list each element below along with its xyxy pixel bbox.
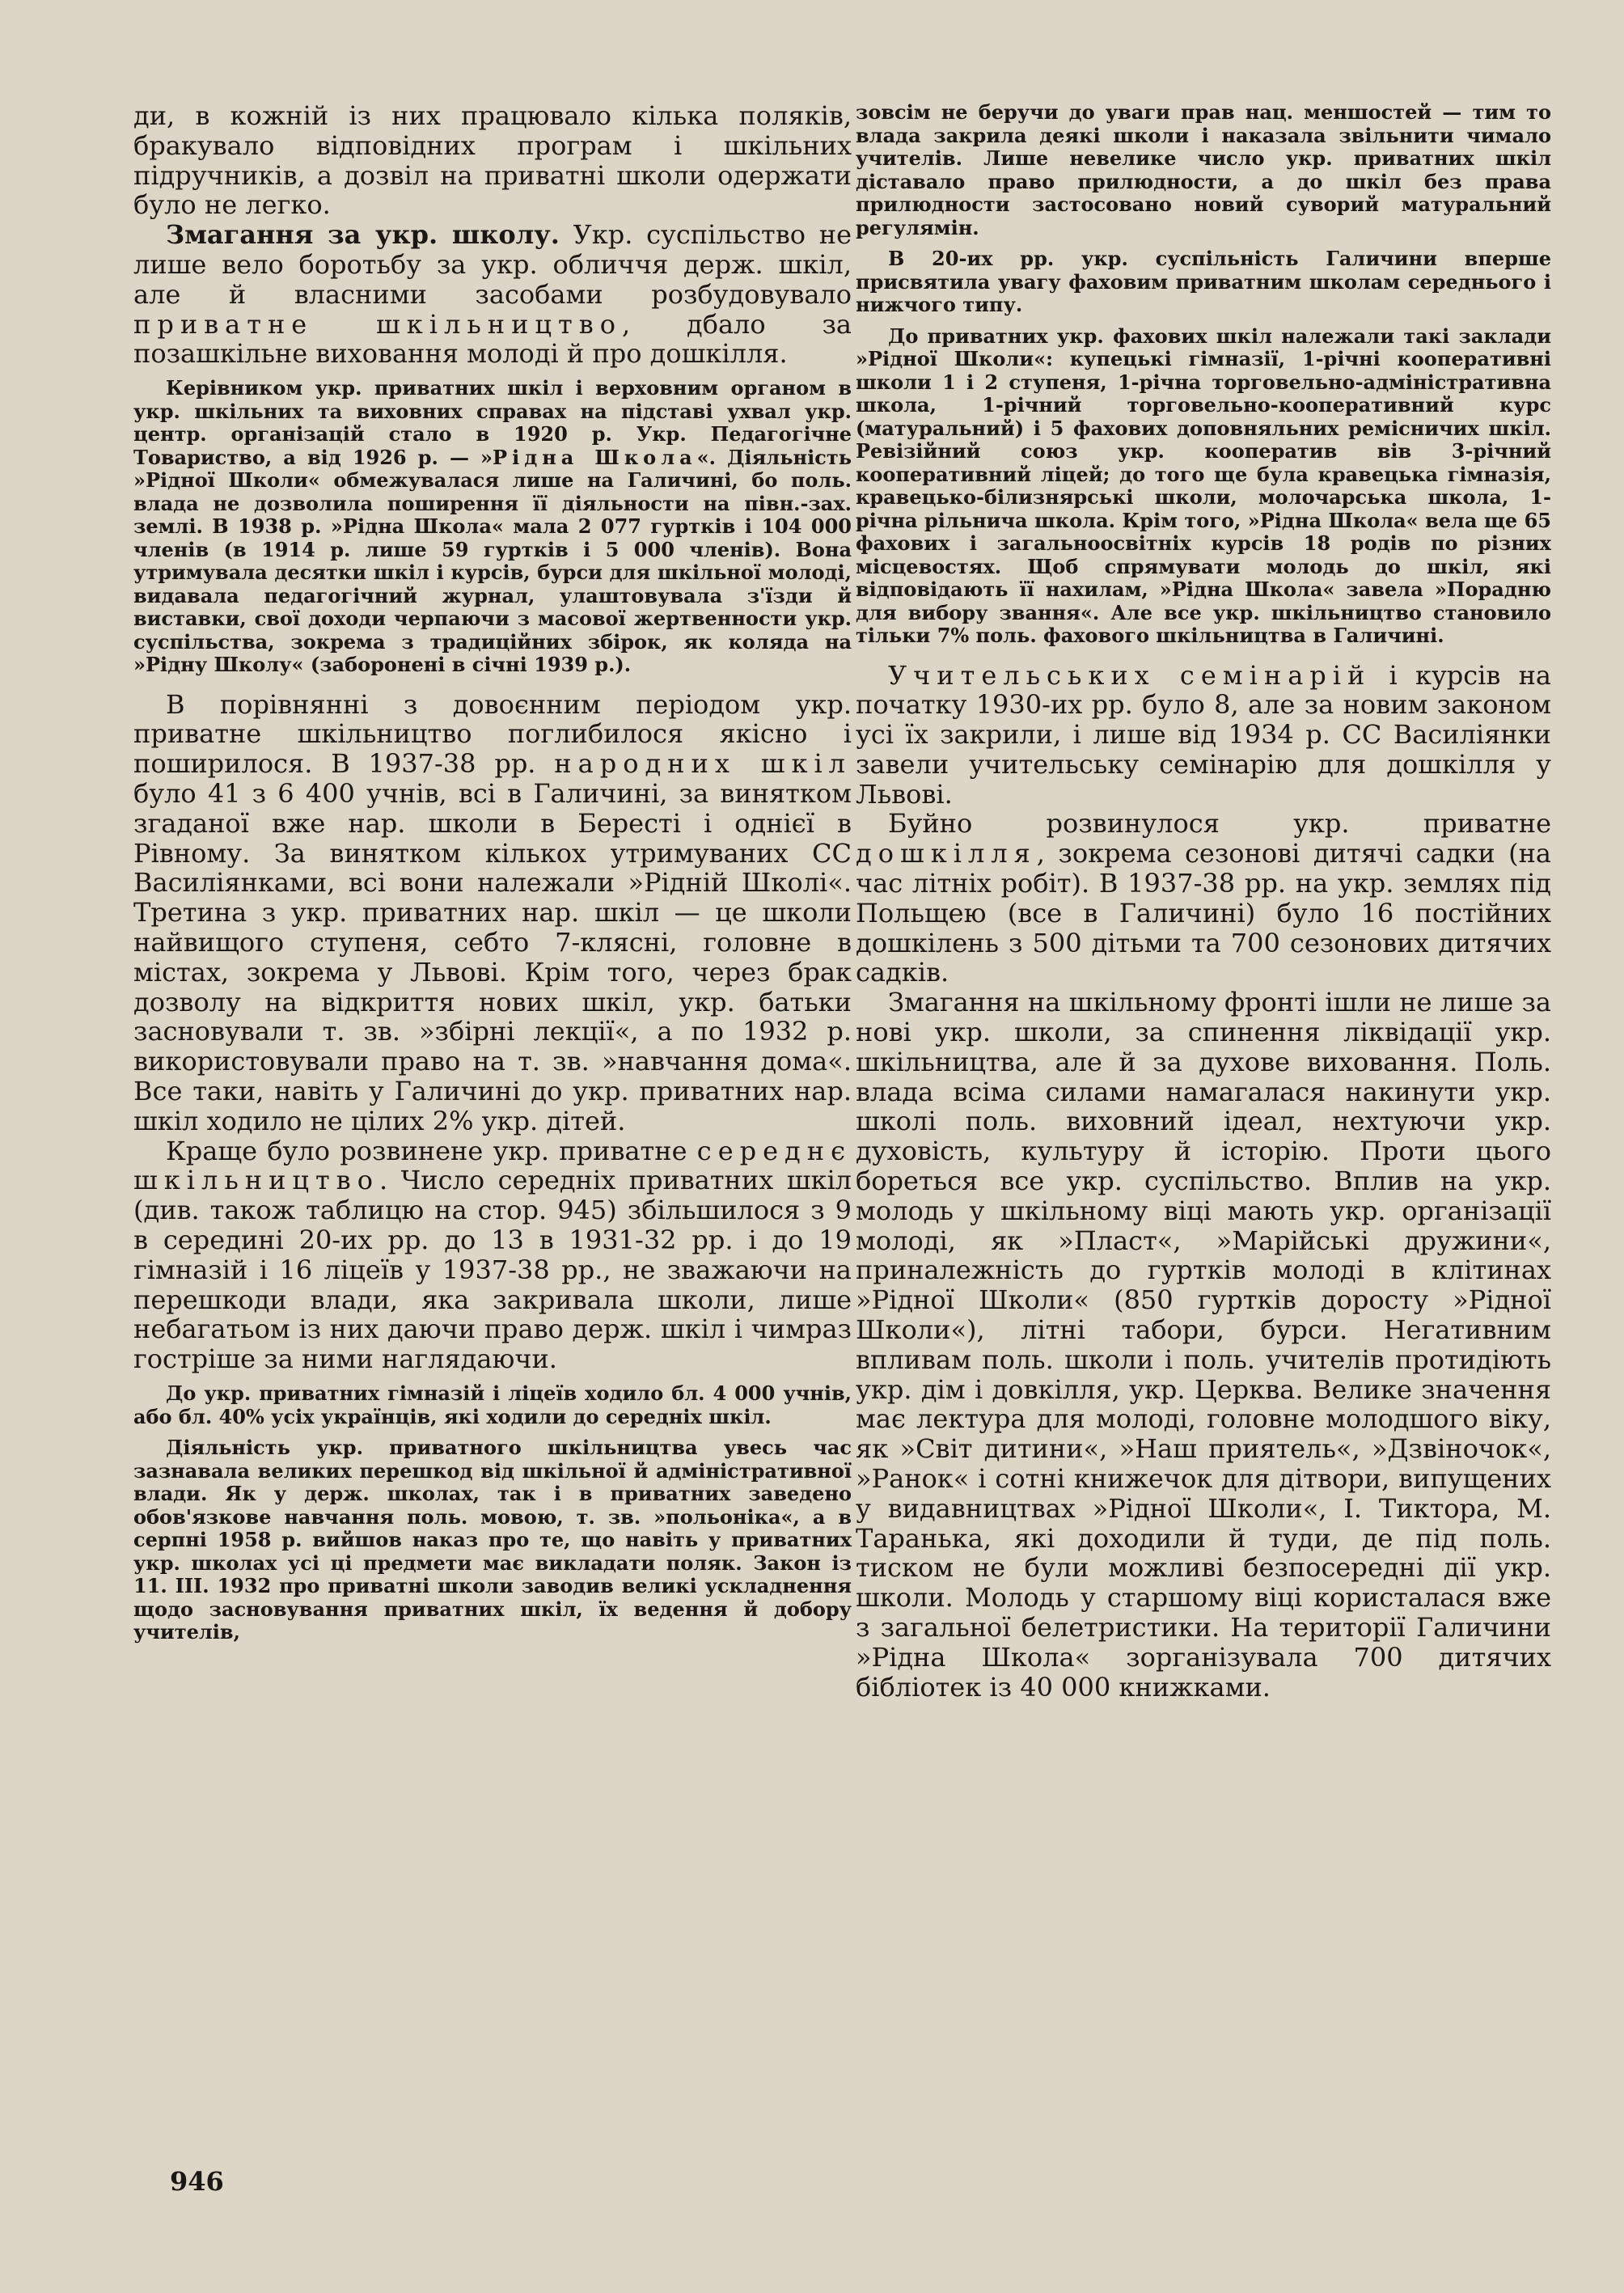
paragraph: До приватних укр. фахових шкіл належали такі заклади »Рідної Школи«: купецькі гімназії, 1-річні кооперативні школи 1 і 2 ступеня, 1-річна торговельно-адміністративна школа, 1-річний торговельно-кооперативний курс (матуральний) і 5 фахових доповняльних ремісничих шкіл. Ревізійний союз укр. кооператив вів 3-річний кооперативний ліцей; до того ще була кравецька гімназія, кравецько-білизнярські школи, молочарська школа, 1-річна рільнича школа. Крім того, »Рідна Школа« вела ще 65 фахових і загальноосвітніх курсів 18 родів по різних місцевостях. Щоб спрямувати молодь до шкіл, які відповідають її нахилам, »Рідна Школа« завела »Порадню для вибору звання«. Але все укр. шкільництво становило тільки 7% поль. фахового шкільництва в Галичині.	[856, 324, 1551, 647]
paragraph: Керівником укр. приватних шкіл і верховним органом в укр. шкільних та виховних справах на підставі ухвал укр. центр. організацій стало в 1920 р. Укр. Педагогічне Товариство, а від 1926 р. — »Рідна Школа«. Діяльність »Рідної Школи« обмежувалася лише на Галичині, бо поль. влада не дозволила поширення її діяльности на півн.-зах. землі. В 1938 р. »Рідна Школа« мала 2 077 гуртків і 104 000 членів (в 1914 р. лише 59 гуртків і 5 000 членів). Вона утримувала десятки шкіл і курсів, бурси для шкільної молоді, видавала педагогічний журнал, улаштовувала з'їзди й виставки, свої доходи черпаючи з масової жертвенности укр. суспільства, зокрема з традиційних збірок, як коляда на »Рідну Школу« (заборонені в січні 1939 р.).	[133, 376, 852, 677]
emphasis: дошкілля	[856, 838, 1037, 869]
left-column	[133, 101, 852, 1644]
section-heading: Змагання за укр. школу.	[166, 219, 560, 251]
paragraph: Змагання на шкільному фронті ішли не лише за нові укр. школи, за спинення ліквідації укр. шкільництва, але й за духове виховання. Поль. влада всіма силами намагалася накинути укр. школі поль. виховний ідеал, нехтуючи укр. духовість, культуру й історію. Проти цього бореться все укр. суспільство. Вплив на укр. молодь у шкільному віці мають укр. організації молоді, як »Пласт«, »Марійські дружини«, приналежність до гуртків молоді в клітинах »Рідної Школи« (850 гуртків доросту »Рідної Школи«), літні табори, бурси. Негативним впливам поль. школи і поль. учителів протидіють укр. дім і довкілля, укр. Церква. Велике значення має лектура для молоді, головне молодшого віку, як »Світ дитини«, »Наш приятель«, »Дзвіночок«, »Ранок« і сотні книжечок для дітвори, випущених у видавництвах »Рідної Школи«, І. Тиктора, М. Таранька, які доходили й туди, де під поль. тиском не були можливі безпосередні дії укр. школи. Молодь у старшому віці користалася вже з загальної белетристики. На території Галичини »Рідна Школа« зорганізувала 700 дитячих бібліотек із 40 000 книжками.	[856, 987, 1551, 1703]
emphasis: приватне шкільництво	[133, 308, 622, 340]
paragraph: В порівнянні з довоєнним періодом укр. приватне шкільництво поглибилося якісно і поширилося. В 1937-38 рр. народних шкіл було 41 з 6 400 учнів, всі в Галичині, за винятком згаданої вже нар. школи в Бересті і однієї в Рівному. За винятком кількох утримуваних СС Василіянками, всі вони належали »Рідній Школі«. Третина з укр. приватних нар. шкіл — це школи найвищого ступеня, себто 7-клясні, головне в містах, зокрема у Львові. Крім того, через брак дозволу на відкриття нових шкіл, укр. батьки засновували т. зв. »збірні лекції«, а по 1932 р. використовували право на т. зв. »навчання дома«. Все таки, навіть у Галичині до укр. приватних нар. шкіл ходило не цілих 2% укр. дітей.	[133, 688, 852, 1136]
paragraph: До укр. приватних гімназій і ліцеїв ходило бл. 4 000 учнів, або бл. 40% усіх українців, які ходили до середніх шкіл.	[133, 1381, 852, 1428]
paragraph: ди, в кожній із них працювало кілька поляків, бракувало відповідних програм і шкільних підручників, а дозвіл на приватні школи одержати було не легко.	[133, 100, 852, 221]
emphasis: народних шкіл	[554, 748, 852, 780]
paragraph: зовсім не беручи до уваги прав нац. меншостей — тим то влада закрила деякі школи і наказала звільнити чимало учителів. Лише невелике число укр. приватних шкіл діставало право прилюдности, а до шкіл без права прилюдности застосовано новий суворий матуральний регулямін.	[856, 100, 1551, 239]
emphasis: Учительських семінарій	[888, 659, 1372, 691]
emphasis: Рідна Школа	[493, 445, 697, 469]
paragraph: Діяльність укр. приватного шкільництва увесь час зазнавала великих перешкод від шкільної й адміністративної влади. Як у держ. школах, так і в приватних заведено обов'язкове навчання поль. мовою, т. зв. »польоніка«, а в серпні 1958 р. вийшов наказ про те, що навіть у приватних укр. школах усі ці предмети має викладати поляк. Закон із 11. III. 1932 про приватні школи заводив великі ускладнення щодо засновування приватних шкіл, їх ведення й добору учителів,	[133, 1436, 852, 1644]
page-number: 946	[170, 2166, 224, 2197]
right-column	[856, 101, 1551, 1702]
paragraph: Буйно розвинулося укр. приватне дошкілля, зокрема сезонові дитячі садки (на час літніх робіт). В 1937-38 рр. на укр. землях під Польщею (все в Галичині) було 16 постійних дошкілень з 500 дітьми та 700 сезонових дитячих садків.	[856, 808, 1551, 988]
paragraph: Краще було розвинене укр. приватне середнє шкільництво. Число середніх приватних шкіл (див. також таблицю на стор. 945) збільшилося з 9 в середині 20-их рр. до 13 в 1931-32 рр. і до 19 гімназій і 16 ліцеїв у 1937-38 рр., не зважаючи на перешкоди влади, яка закривала школи, лише небагатьом із них даючи право держ. шкіл і чимраз гостріше за ними наглядаючи.	[133, 1135, 852, 1375]
paragraph: Змагання за укр. школу. Укр. суспільство не лише вело боротьбу за укр. обличчя держ. шкіл, але й власними засобами розбудовувало приватне шкільництво, дбало за позашкільне виховання молоді й про дошкілля.	[133, 219, 852, 370]
emphasis: середнє шкільництво	[133, 1135, 852, 1196]
paragraph: Учительських семінарій і курсів на початку 1930-их рр. було 8, але за новим законом усі їх закрили, і лише від 1934 р. СС Василіянки завели учительську семінарію для дошкілля у Львові.	[856, 659, 1552, 810]
paragraph: В 20-их рр. укр. суспільність Галичини вперше присвятила увагу фаховим приватним школам середнього і нижчого типу.	[856, 247, 1551, 316]
